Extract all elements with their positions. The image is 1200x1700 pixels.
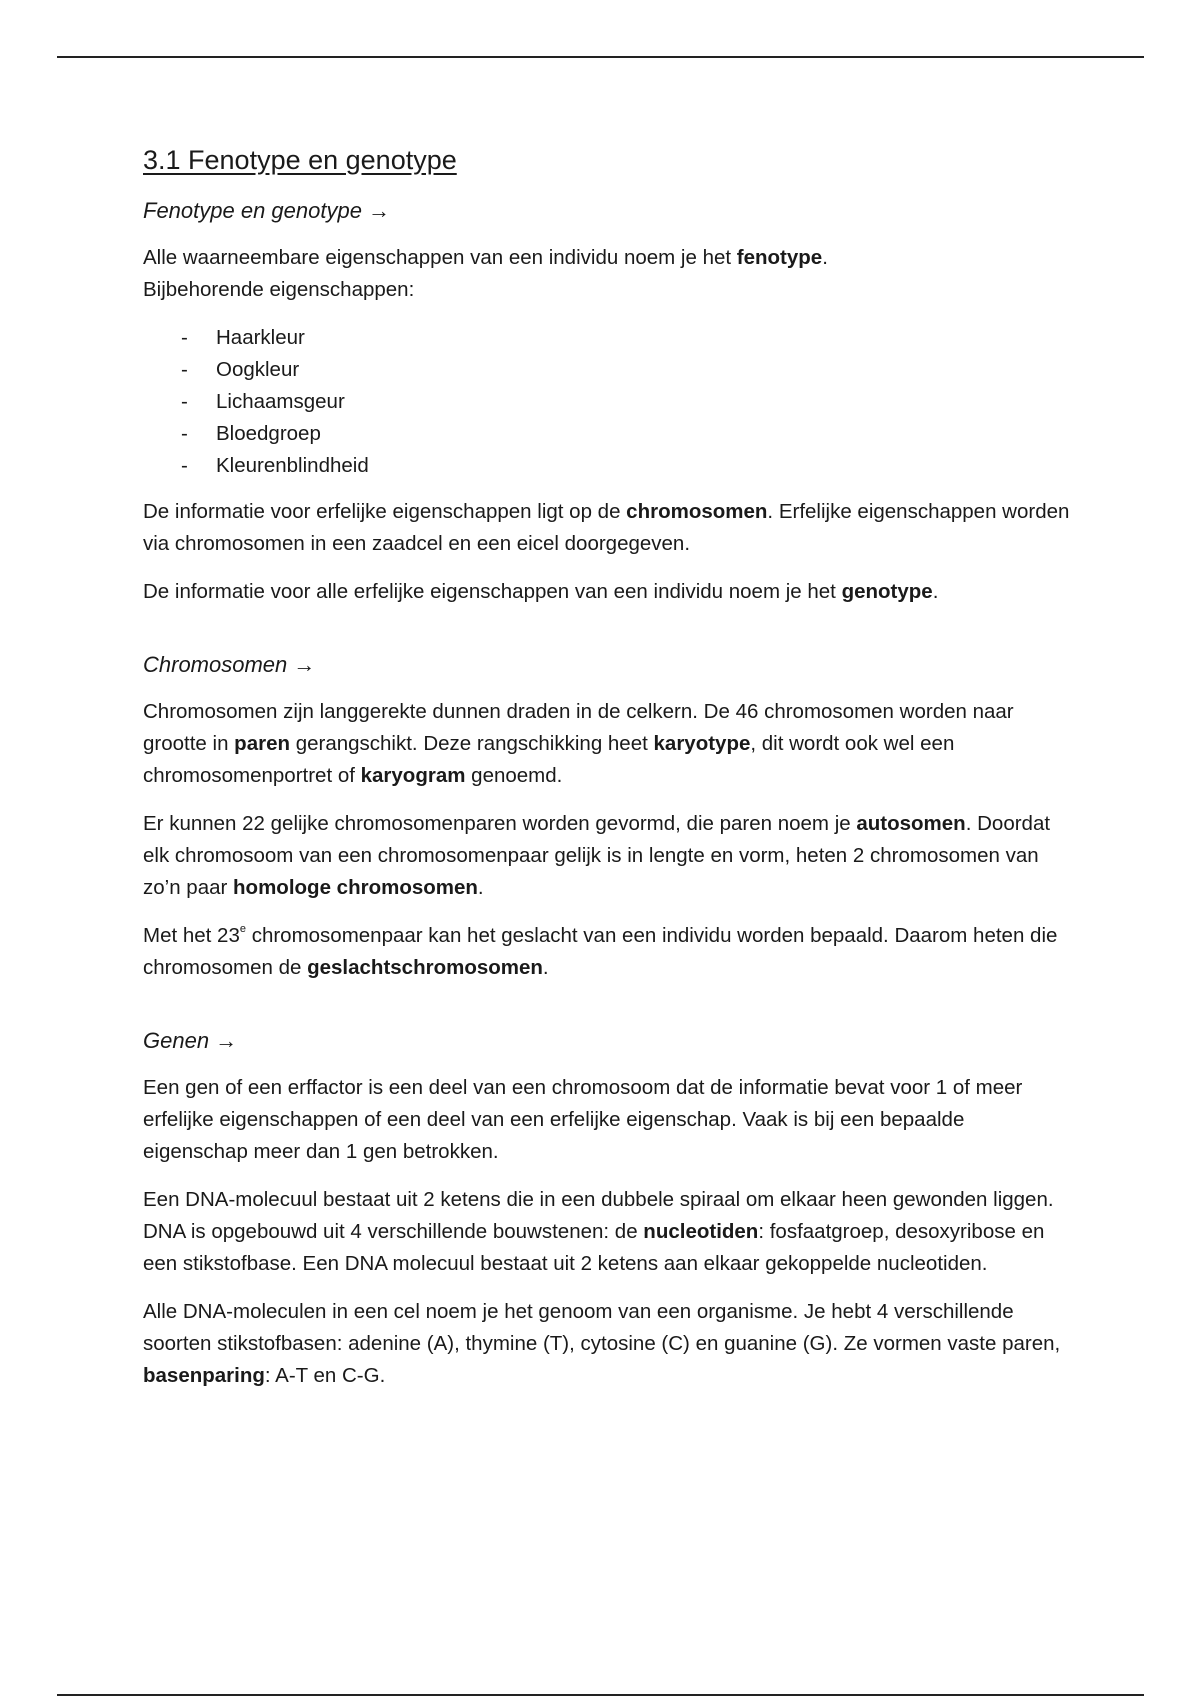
- subheading-text: Chromosomen: [143, 652, 288, 677]
- paragraph-genoom: Alle DNA-moleculen in een cel noem je het genoom van een organisme. Je hebt 4 verschillende soorten stikstofbasen: adenine (A), thymine (T), cytosine (C) en guanine (G). Ze vormen vaste paren, basenparing: A-T en C-G.: [143, 1300, 1061, 1387]
- trait-list: [143, 322, 1073, 482]
- list-item: - Kleurenblindheid: [143, 450, 1073, 482]
- arrow-right-icon: →: [293, 652, 316, 677]
- superscript: e: [239, 923, 246, 936]
- term-genotype: genotype: [841, 580, 933, 603]
- term-karyogram: karyogram: [360, 764, 466, 787]
- paragraph-karyotype: Chromosomen zijn langgerekte dunnen draden in de celkern. De 46 chromosomen worden naar grootte in paren gerangschikt. Deze rangschikking heet karyotype, dit wordt ook wel een chromosomenportret of karyogram genoemd.: [143, 700, 1014, 787]
- bullet-dash: -: [181, 326, 188, 349]
- list-item: - Haarkleur: [143, 322, 1073, 354]
- subheading-text: Genen: [143, 1028, 210, 1053]
- paragraph-autosomen: Er kunnen 22 gelijke chromosomenparen worden gevormd, die paren noem je autosomen. Doordat elk chromosoom van een chromosomenpaar gelijk is in lengte en vorm, heten 2 chromosomen van zo’n paar homologe chromosomen.: [143, 812, 1051, 899]
- term-paren: paren: [234, 732, 290, 755]
- term-karyotype: karyotype: [653, 732, 751, 755]
- bullet-dash: -: [181, 422, 188, 445]
- arrow-right-icon: →: [367, 198, 390, 223]
- list-item: - Oogkleur: [143, 354, 1073, 386]
- paragraph-genotype-definition: De informatie voor alle erfelijke eigenschappen van een individu noem je het genotype.: [143, 580, 939, 603]
- term-geslachtschromosomen: geslachtschromosomen: [307, 956, 543, 979]
- subheading-chromosomen: [143, 648, 1073, 682]
- term-nucleotiden: nucleotiden: [643, 1220, 759, 1243]
- list-item: - Bloedgroep: [143, 418, 1073, 450]
- bullet-dash: -: [181, 358, 188, 381]
- footer-rule: [57, 1694, 1144, 1696]
- paragraph-dna-molecuul: Een DNA-molecuul bestaat uit 2 ketens die in een dubbele spiraal om elkaar heen gewonden liggen. DNA is opgebouwd uit 4 verschillende bouwstenen: de nucleotiden: fosfaatgroep, desoxyribose en een stikstofbase. Een DNA molecuul bestaat uit 2 ketens aan elkaar gekoppelde nucleotiden.: [143, 1188, 1054, 1275]
- subheading-fenotype: [143, 194, 1073, 228]
- term-basenparing: basenparing: [143, 1364, 265, 1387]
- arrow-right-icon: →: [215, 1028, 238, 1053]
- subheading-text: Fenotype en genotype: [143, 198, 362, 223]
- paragraph-chromosomen-info: De informatie voor erfelijke eigenschappen ligt op de chromosomen. Erfelijke eigenschappen worden via chromosomen in een zaadcel en een eicel doorgegeven.: [143, 500, 1070, 555]
- subheading-genen: [143, 1024, 1073, 1058]
- term-autosomen: autosomen: [856, 812, 966, 835]
- header-rule: [57, 56, 1144, 58]
- document-body: [143, 140, 1073, 1408]
- term-fenotype: fenotype: [736, 246, 823, 269]
- section-title: 3.1 Fenotype en genotype: [143, 145, 457, 175]
- paragraph-geslachtschromosomen: Met het 23e chromosomenpaar kan het geslacht van een individu worden bepaald. Daarom heten die chromosomen de geslachtschromosomen.: [143, 923, 1058, 979]
- term-chromosomen: chromosomen: [626, 500, 768, 523]
- bullet-dash: -: [181, 390, 188, 413]
- paragraph-gen-definition: Een gen of een erffactor is een deel van een chromosoom dat de informatie bevat voor 1 of meer erfelijke eigenschappen of een deel van een erfelijke eigenschap. Vaak is bij een bepaalde eigenschap meer dan 1 gen betrokken.: [143, 1076, 1023, 1163]
- term-homologe-chromosomen: homologe chromosomen: [233, 876, 478, 899]
- paragraph-fenotype-definition: Alle waarneembare eigenschappen van een individu noem je het fenotype. Bijbehorende eigenschappen:: [143, 246, 828, 301]
- bullet-dash: -: [181, 454, 188, 477]
- list-item: - Lichaamsgeur: [143, 386, 1073, 418]
